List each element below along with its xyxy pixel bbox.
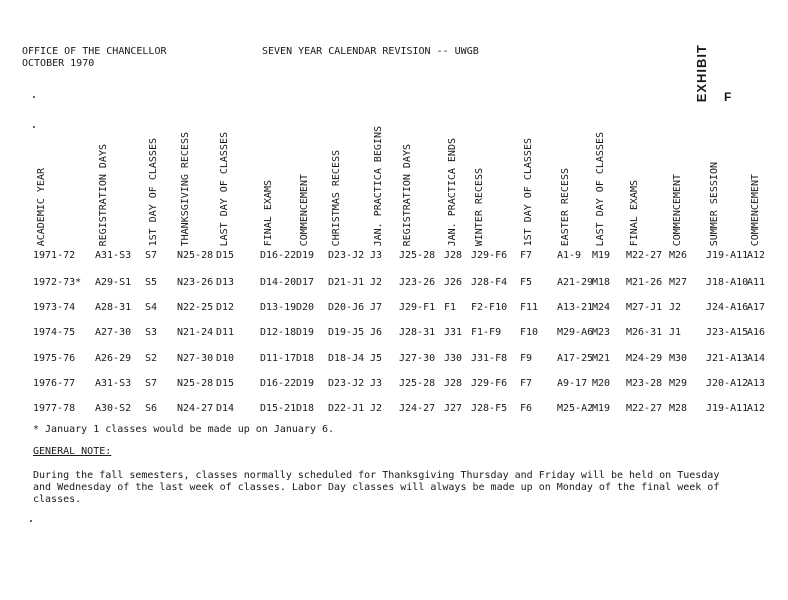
column-header: REGISTRATION DAYS bbox=[98, 143, 109, 246]
column-header: JAN. PRACTICA BEGINS bbox=[373, 125, 384, 246]
table-cell: M27 bbox=[669, 277, 688, 288]
table-cell: J7 bbox=[370, 302, 383, 313]
table-cell: F6 bbox=[520, 403, 533, 414]
table-cell: M24-29 bbox=[626, 353, 663, 364]
table-cell: A31-S3 bbox=[95, 250, 132, 261]
general-note-text: During the fall semesters, classes normally scheduled for Thanksgiving Thursday and Friday will be held on Tuesday and Wednesday of the last week of classes. Labor Day classes will always be made up on Monday of the final week of classes. bbox=[33, 470, 720, 505]
table-cell: M25-A2 bbox=[557, 403, 594, 414]
table-cell: D15 bbox=[216, 250, 235, 261]
column-header: REGISTRATION DAYS bbox=[402, 143, 413, 246]
table-cell: D23-J2 bbox=[328, 250, 365, 261]
table-cell: J23-A15 bbox=[706, 327, 749, 338]
table-cell: M29 bbox=[669, 378, 688, 389]
scan-speck bbox=[33, 126, 35, 128]
table-cell: D13 bbox=[216, 277, 235, 288]
table-cell: F5 bbox=[520, 277, 533, 288]
table-cell: D18-J4 bbox=[328, 353, 365, 364]
table-cell: A28-31 bbox=[95, 302, 132, 313]
table-cell: J24-27 bbox=[399, 403, 436, 414]
table-cell: M23-28 bbox=[626, 378, 663, 389]
table-cell: D17 bbox=[296, 277, 315, 288]
table-cell: S6 bbox=[145, 403, 158, 414]
table-cell: A30-S2 bbox=[95, 403, 132, 414]
table-cell: D23-J2 bbox=[328, 378, 365, 389]
table-cell: M20 bbox=[592, 378, 611, 389]
general-note-title: GENERAL NOTE: bbox=[33, 446, 112, 457]
table-cell: M22-27 bbox=[626, 250, 663, 261]
table-cell: A26-29 bbox=[95, 353, 132, 364]
table-cell: S7 bbox=[145, 378, 158, 389]
table-cell: J28 bbox=[444, 250, 463, 261]
table-cell: D14 bbox=[216, 403, 235, 414]
table-cell: D18 bbox=[296, 353, 315, 364]
table-cell: M21 bbox=[592, 353, 611, 364]
table-cell: J1 bbox=[669, 327, 682, 338]
column-header: 1ST DAY OF CLASSES bbox=[523, 137, 534, 246]
table-cell: F7 bbox=[520, 378, 533, 389]
table-cell: 1974-75 bbox=[33, 327, 76, 338]
table-cell: 1971-72 bbox=[33, 250, 76, 261]
table-cell: D11-17 bbox=[260, 353, 297, 364]
table-cell: A9-17 bbox=[557, 378, 588, 389]
table-cell: M29-A6 bbox=[557, 327, 594, 338]
table-cell: D16-22 bbox=[260, 250, 297, 261]
table-cell: A12 bbox=[747, 250, 766, 261]
column-header: CHRISTMAS RECESS bbox=[331, 149, 342, 246]
column-header: SUMMER SESSION bbox=[709, 161, 720, 246]
table-cell: A29-S1 bbox=[95, 277, 132, 288]
table-cell: J27 bbox=[444, 403, 463, 414]
table-cell: J5 bbox=[370, 353, 383, 364]
office-name: OFFICE OF THE CHANCELLOR bbox=[22, 46, 167, 57]
table-cell: S7 bbox=[145, 250, 158, 261]
document-title: SEVEN YEAR CALENDAR REVISION -- UWGB bbox=[262, 46, 479, 57]
table-cell: D19 bbox=[296, 378, 315, 389]
table-cell: A12 bbox=[747, 403, 766, 414]
table-cell: J28-F4 bbox=[471, 277, 508, 288]
table-cell: D15 bbox=[216, 378, 235, 389]
column-header: WINTER RECESS bbox=[474, 167, 485, 246]
table-cell: N23-26 bbox=[177, 277, 214, 288]
table-cell: 1975-76 bbox=[33, 353, 76, 364]
table-cell: F2-F10 bbox=[471, 302, 508, 313]
table-cell: J3 bbox=[370, 250, 383, 261]
table-cell: J29-F1 bbox=[399, 302, 436, 313]
table-cell: J29-F6 bbox=[471, 250, 508, 261]
table-cell: J25-28 bbox=[399, 378, 436, 389]
scan-speck bbox=[33, 96, 35, 98]
table-cell: D12-18 bbox=[260, 327, 297, 338]
table-cell: D14-20 bbox=[260, 277, 297, 288]
table-cell: J25-28 bbox=[399, 250, 436, 261]
column-header: JAN. PRACTICA ENDS bbox=[447, 137, 458, 246]
table-cell: D22-J1 bbox=[328, 403, 365, 414]
column-header: THANKSGIVING RECESS bbox=[180, 131, 191, 246]
table-cell: D19 bbox=[296, 250, 315, 261]
table-cell: J2 bbox=[370, 277, 383, 288]
table-cell: M27-J1 bbox=[626, 302, 663, 313]
table-cell: N22-25 bbox=[177, 302, 214, 313]
header-left bbox=[22, 46, 167, 70]
column-header: EASTER RECESS bbox=[560, 167, 571, 246]
table-cell: 1976-77 bbox=[33, 378, 76, 389]
table-cell: J19-A11 bbox=[706, 250, 749, 261]
table-cell: J26 bbox=[444, 277, 463, 288]
table-cell: J21-A13 bbox=[706, 353, 749, 364]
table-cell: D18 bbox=[296, 403, 315, 414]
table-cell: N24-27 bbox=[177, 403, 214, 414]
table-cell: M19 bbox=[592, 403, 611, 414]
table-cell: F1 bbox=[444, 302, 457, 313]
table-cell: S2 bbox=[145, 353, 158, 364]
table-cell: D15-21 bbox=[260, 403, 297, 414]
table-cell: D19-J5 bbox=[328, 327, 365, 338]
table-cell: A27-30 bbox=[95, 327, 132, 338]
table-cell: F7 bbox=[520, 250, 533, 261]
table-cell: M26-31 bbox=[626, 327, 663, 338]
table-cell: S5 bbox=[145, 277, 158, 288]
exhibit-letter: F bbox=[724, 90, 732, 104]
table-cell: J2 bbox=[370, 403, 383, 414]
exhibit-label: EXHIBIT bbox=[694, 44, 709, 103]
table-cell: J31 bbox=[444, 327, 463, 338]
table-cell: M18 bbox=[592, 277, 611, 288]
table-cell: M24 bbox=[592, 302, 611, 313]
table-cell: A16 bbox=[747, 327, 766, 338]
table-cell: D12 bbox=[216, 302, 235, 313]
table-cell: M30 bbox=[669, 353, 688, 364]
table-cell: J20-A12 bbox=[706, 378, 749, 389]
table-cell: D16-22 bbox=[260, 378, 297, 389]
column-header: COMMENCEMENT bbox=[750, 173, 761, 246]
table-cell: A1-9 bbox=[557, 250, 582, 261]
table-cell: N21-24 bbox=[177, 327, 214, 338]
table-cell: J2 bbox=[669, 302, 682, 313]
table-cell: J31-F8 bbox=[471, 353, 508, 364]
footnote: * January 1 classes would be made up on January 6. bbox=[33, 424, 335, 435]
table-cell: A31-S3 bbox=[95, 378, 132, 389]
table-cell: A13-21 bbox=[557, 302, 594, 313]
table-cell: J27-30 bbox=[399, 353, 436, 364]
table-cell: N25-28 bbox=[177, 250, 214, 261]
table-cell: M26 bbox=[669, 250, 688, 261]
table-cell: M19 bbox=[592, 250, 611, 261]
table-cell: J23-26 bbox=[399, 277, 436, 288]
table-cell: F10 bbox=[520, 327, 539, 338]
table-cell: N27-30 bbox=[177, 353, 214, 364]
table-cell: M28 bbox=[669, 403, 688, 414]
table-cell: D20-J6 bbox=[328, 302, 365, 313]
table-cell: M21-26 bbox=[626, 277, 663, 288]
table-cell: A21-29 bbox=[557, 277, 594, 288]
table-cell: S4 bbox=[145, 302, 158, 313]
table-cell: J29-F6 bbox=[471, 378, 508, 389]
table-cell: J28 bbox=[444, 378, 463, 389]
table-cell: J28-31 bbox=[399, 327, 436, 338]
table-cell: A17-25 bbox=[557, 353, 594, 364]
table-cell: 1973-74 bbox=[33, 302, 76, 313]
table-cell: 1972-73* bbox=[33, 277, 82, 288]
table-cell: J6 bbox=[370, 327, 383, 338]
table-cell: D21-J1 bbox=[328, 277, 365, 288]
table-cell: F9 bbox=[520, 353, 533, 364]
table-cell: D13-19 bbox=[260, 302, 297, 313]
table-cell: J18-A10 bbox=[706, 277, 749, 288]
table-cell: J30 bbox=[444, 353, 463, 364]
table-cell: F11 bbox=[520, 302, 539, 313]
column-header: FINAL EXAMS bbox=[629, 179, 640, 246]
table-cell: A14 bbox=[747, 353, 766, 364]
table-cell: D11 bbox=[216, 327, 235, 338]
column-header: LAST DAY OF CLASSES bbox=[595, 131, 606, 246]
table-cell: S3 bbox=[145, 327, 158, 338]
table-cell: J19-A11 bbox=[706, 403, 749, 414]
table-cell: J24-A16 bbox=[706, 302, 749, 313]
column-header: LAST DAY OF CLASSES bbox=[219, 131, 230, 246]
table-cell: A13 bbox=[747, 378, 766, 389]
table-cell: A17 bbox=[747, 302, 766, 313]
column-header: ACADEMIC YEAR bbox=[36, 167, 47, 246]
column-header: COMMENCEMENT bbox=[299, 173, 310, 246]
table-cell: F1-F9 bbox=[471, 327, 502, 338]
table-cell: M22-27 bbox=[626, 403, 663, 414]
column-header: COMMENCEMENT bbox=[672, 173, 683, 246]
document-date: OCTOBER 1970 bbox=[22, 58, 95, 69]
table-cell: J28-F5 bbox=[471, 403, 508, 414]
table-cell: 1977-78 bbox=[33, 403, 76, 414]
table-cell: N25-28 bbox=[177, 378, 214, 389]
scan-speck bbox=[30, 520, 32, 522]
table-cell: D10 bbox=[216, 353, 235, 364]
column-header: 1ST DAY OF CLASSES bbox=[148, 137, 159, 246]
column-header: FINAL EXAMS bbox=[263, 179, 274, 246]
table-cell: D19 bbox=[296, 327, 315, 338]
table-cell: A11 bbox=[747, 277, 766, 288]
table-cell: D20 bbox=[296, 302, 315, 313]
table-cell: J3 bbox=[370, 378, 383, 389]
table-cell: M23 bbox=[592, 327, 611, 338]
